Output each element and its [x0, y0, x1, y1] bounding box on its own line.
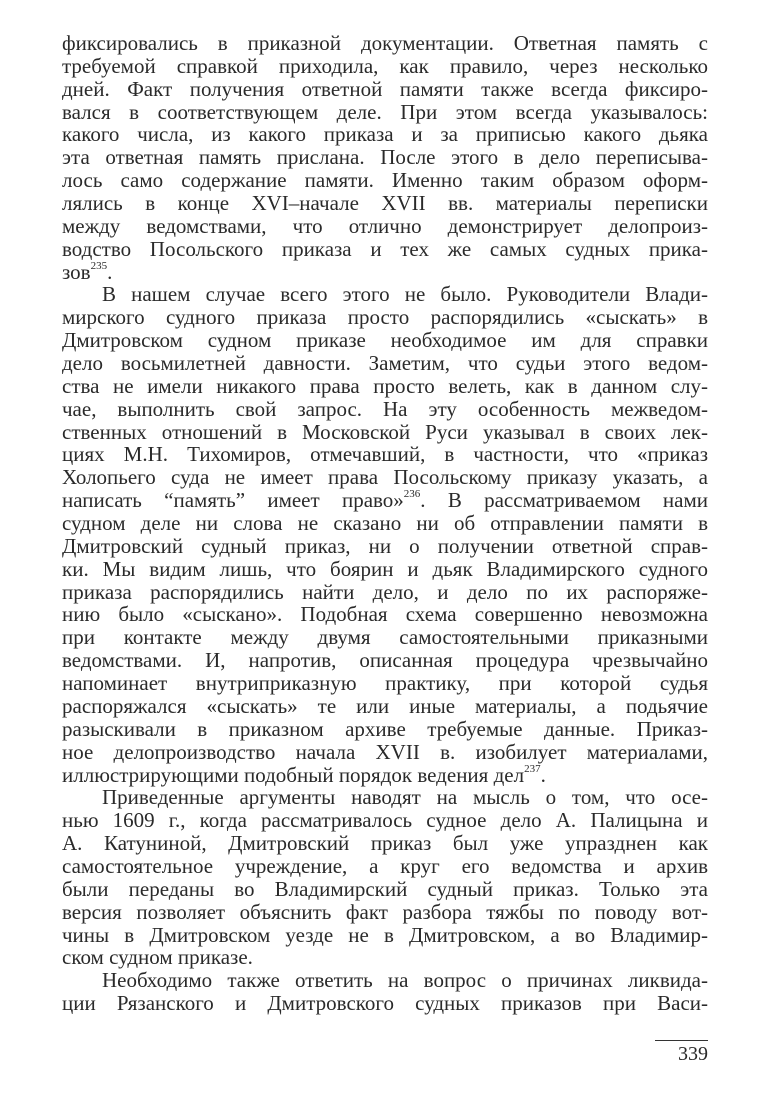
- page-number: 339: [655, 1040, 708, 1065]
- line-text: напоминает внутриприказную практику, при которой судья: [62, 671, 708, 696]
- line-text: самостоятельное учреждение, а круг его ведомства и архив: [62, 853, 708, 878]
- text-line: [62, 558, 708, 581]
- line-text: .: [107, 259, 113, 284]
- line-text: Приведенные аргументы наводят на мысль о том, что осе-: [102, 785, 708, 810]
- line-text: чины в Дмитровском уезде не в Дмитровском, а во Владимир-: [62, 922, 708, 947]
- line-text: версия позволяет объяснить факт разбора тяжбы по поводу вот-: [62, 899, 708, 924]
- text-line: [62, 581, 708, 604]
- text-line: [62, 398, 708, 421]
- text-line: [62, 352, 708, 375]
- footnote-reference[interactable]: 236: [403, 488, 421, 501]
- text-line: [62, 443, 708, 466]
- text-line: [62, 992, 708, 1015]
- paragraph-first-line: [62, 969, 708, 992]
- line-text: между ведомствами, что отлично демонстрирует делопроиз-: [62, 213, 708, 238]
- text-line: [62, 306, 708, 329]
- text-line: [62, 421, 708, 444]
- line-text: Дмитровский судный приказ, ни о получении ответной справ-: [62, 533, 708, 558]
- line-text: требуемой справкой приходила, как правило, через несколько: [62, 53, 708, 78]
- line-text: чае, выполнить свой запрос. На эту особенность межведом-: [62, 396, 708, 421]
- text-line: [62, 672, 708, 695]
- line-text: дней. Факт получения ответной памяти также всегда фиксиро-: [62, 76, 708, 101]
- text-line: [62, 261, 708, 284]
- line-text: Дмитровском судном приказе необходимое им для справки: [62, 328, 708, 353]
- line-text: Холопьего суда не имеет права Посольскому приказу указать, а: [62, 465, 708, 490]
- line-text: А. Катуниной, Дмитровский приказ был уже упразднен как: [62, 831, 708, 856]
- line-text: ском судном приказе.: [62, 945, 253, 970]
- text-line: [62, 32, 708, 55]
- text-line: [62, 946, 708, 969]
- text-line: [62, 146, 708, 169]
- line-text: ки. Мы видим лишь, что боярин и дьяк Владимирского судного: [62, 556, 708, 581]
- line-text: нию было «сыскано». Подобная схема совершенно невозможна: [62, 602, 708, 627]
- line-text: водство Посольского приказа и тех же самых судных прика-: [62, 236, 708, 261]
- text-line: [62, 649, 708, 672]
- text-line: [62, 512, 708, 535]
- line-text: фиксировались в приказной документации. Ответная память с: [62, 31, 708, 55]
- text-line: [62, 741, 708, 764]
- line-text: ции Рязанского и Дмитровского судных приказов при Васи-: [62, 991, 708, 1016]
- text-line: [62, 535, 708, 558]
- text-line: [62, 695, 708, 718]
- line-text: лось само содержание памяти. Именно таким образом оформ-: [62, 168, 708, 193]
- line-text: судном деле ни слова не сказано ни об отправлении памяти в: [62, 511, 708, 536]
- text-line: [62, 78, 708, 101]
- line-text: нью 1609 г., когда рассматривалось судное дело А. Палицына и: [62, 808, 708, 833]
- text-line: [62, 924, 708, 947]
- text-line: [62, 764, 708, 787]
- paragraph-first-line: [62, 786, 708, 809]
- line-text: мирского судного приказа просто распорядились «сыскать» в: [62, 305, 708, 330]
- text-line: [62, 192, 708, 215]
- text-line: [62, 329, 708, 352]
- line-text: дело восьмилетней давности. Заметим, что судьи этого ведом-: [62, 351, 708, 376]
- line-text: . В рассматриваемом нами: [420, 488, 708, 513]
- line-text: иллюстрирующими подобный порядок ведения дел: [62, 762, 525, 787]
- line-text: написать “память” имеет право»: [62, 488, 404, 513]
- text-line: [62, 809, 708, 832]
- line-text: лялись в конце XVI–начале XVII вв. материалы переписки: [62, 191, 708, 216]
- line-text: при контакте между двумя самостоятельными приказными: [62, 625, 708, 650]
- text-line: [62, 832, 708, 855]
- line-text: ства не имели никакого права просто велеть, как в данном слу-: [62, 373, 708, 398]
- line-text: были переданы во Владимирский судный приказ. Только эта: [62, 876, 708, 901]
- line-text: ведомствами. И, напротив, описанная процедура чрезвычайно: [62, 648, 708, 673]
- body-text: [62, 32, 708, 1015]
- text-line: [62, 466, 708, 489]
- text-line: [62, 878, 708, 901]
- text-line: [62, 375, 708, 398]
- text-line: [62, 489, 708, 512]
- line-text: Необходимо также ответить на вопрос о причинах ликвида-: [102, 968, 708, 993]
- line-text: ное делопроизводство начала XVII в. изобилует материалами,: [62, 739, 708, 764]
- line-text: распоряжался «сыскать» те или иные материалы, а подьячие: [62, 693, 708, 718]
- text-line: [62, 215, 708, 238]
- line-text: циях М.Н. Тихомиров, отмечавший, в частности, что «приказ: [62, 442, 708, 467]
- text-line: [62, 169, 708, 192]
- line-text: какого числа, из какого приказа и за приписью какого дьяка: [62, 122, 708, 147]
- line-text: .: [540, 762, 546, 787]
- text-line: [62, 718, 708, 741]
- line-text: вался в соответствующем деле. При этом всегда указывалось:: [62, 99, 708, 124]
- text-line: [62, 101, 708, 124]
- text-line: [62, 123, 708, 146]
- line-text: приказа распорядились найти дело, и дело по их распоряже-: [62, 579, 708, 604]
- text-line: [62, 603, 708, 626]
- line-text: разыскивали в приказном архиве требуемые данные. Приказ-: [62, 716, 708, 741]
- text-line: [62, 55, 708, 78]
- paragraph-first-line: [62, 283, 708, 306]
- text-line: [62, 855, 708, 878]
- line-text: зов: [62, 259, 91, 284]
- text-line: [62, 238, 708, 261]
- text-line: [62, 901, 708, 924]
- line-text: В нашем случае всего этого не было. Руководители Влади-: [102, 282, 708, 307]
- line-text: ственных отношений в Московской Руси указывал в своих лек-: [62, 419, 708, 444]
- text-line: [62, 626, 708, 649]
- line-text: эта ответная память прислана. После этого в дело переписыва-: [62, 145, 708, 170]
- footnote-reference[interactable]: 237: [524, 762, 541, 775]
- footnote-reference[interactable]: 235: [90, 259, 108, 272]
